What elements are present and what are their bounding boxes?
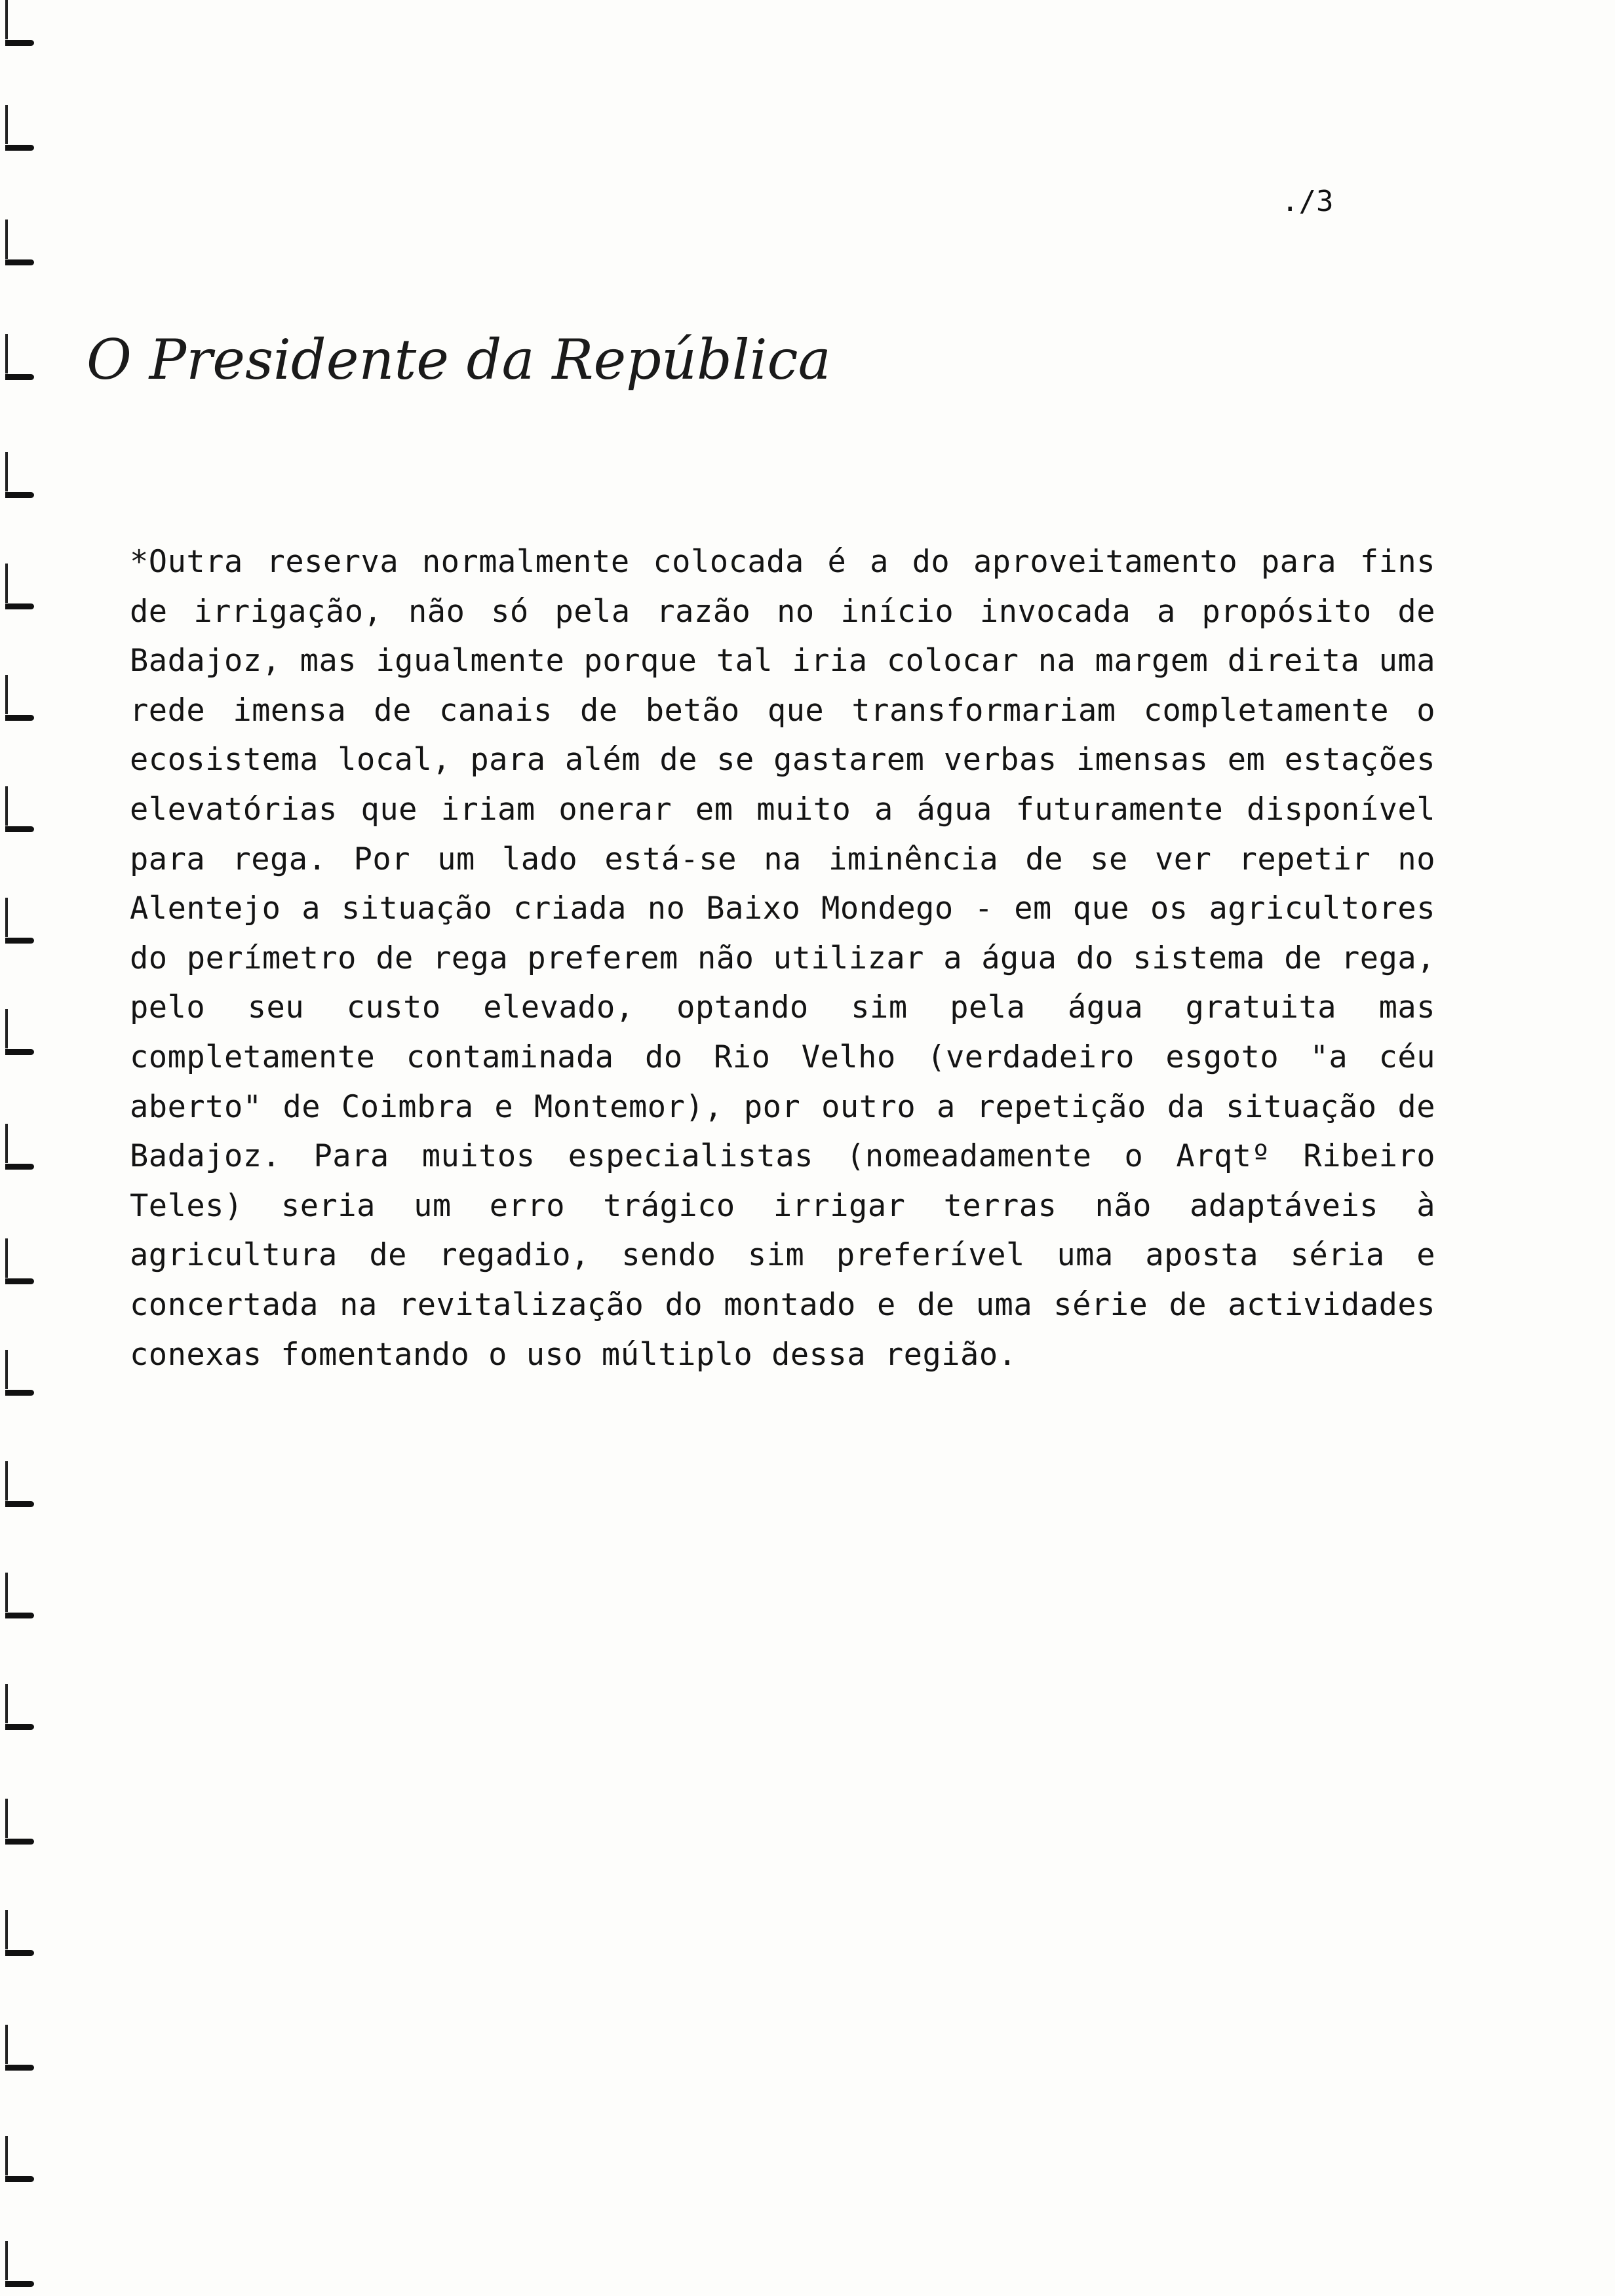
letterhead xyxy=(84,313,831,405)
binding-mark xyxy=(5,2025,31,2071)
letterhead-script xyxy=(84,313,831,405)
binding-mark xyxy=(5,452,31,498)
binding-holes xyxy=(0,0,39,2296)
page-number: ./3 xyxy=(1281,185,1334,218)
binding-mark xyxy=(5,898,31,944)
binding-mark xyxy=(5,0,31,46)
binding-mark xyxy=(5,1684,31,1730)
binding-mark xyxy=(5,220,31,265)
binding-mark xyxy=(5,675,31,721)
letterhead-text: O Presidente da República xyxy=(87,328,831,392)
binding-mark xyxy=(5,1350,31,1396)
binding-mark xyxy=(5,1910,31,1956)
body-paragraph: *Outra reserva normalmente colocada é a do aproveitamento para fins de irrigação, não só pela razão no início invocada a propósito de Badajoz, mas igualmente porque tal iria colocar na margem direita uma rede imensa de canais de betão que transformariam completamente o ecosistema local, para além de se gastarem verbas imensas em estações elevatórias que iriam onerar em muito a água futuramente disponível para rega. Por um lado está-se na iminência de se ver repetir no Alentejo a situação criada no Baixo Mondego - em que os agricultores do perímetro de rega preferem não utilizar a água do sistema de rega, pelo seu custo elevado, optando sim pela água gratuita mas completamente contaminada do Rio Velho (verdadeiro esgoto "a céu aberto" de Coimbra e Montemor), por outro a repetição da situação de Badajoz. Para muitos especialistas (nomeadamente o Arqtº Ribeiro Teles) seria um erro trágico irrigar terras não adaptáveis à agricultura de regadio, sendo sim preferível uma aposta séria e concertada na revitalização do montado e de uma série de actividades conexas fomentando o uso múltiplo dessa região. xyxy=(130,544,1435,1373)
binding-mark xyxy=(5,105,31,151)
binding-mark xyxy=(5,1124,31,1170)
binding-mark xyxy=(5,2241,31,2287)
binding-mark xyxy=(5,564,31,609)
binding-mark xyxy=(5,1573,31,1618)
binding-mark xyxy=(5,334,31,380)
binding-mark xyxy=(5,2136,31,2182)
binding-mark xyxy=(5,786,31,832)
binding-mark xyxy=(5,1009,31,1055)
binding-mark xyxy=(5,1238,31,1284)
binding-mark xyxy=(5,1461,31,1507)
binding-mark xyxy=(5,1799,31,1845)
